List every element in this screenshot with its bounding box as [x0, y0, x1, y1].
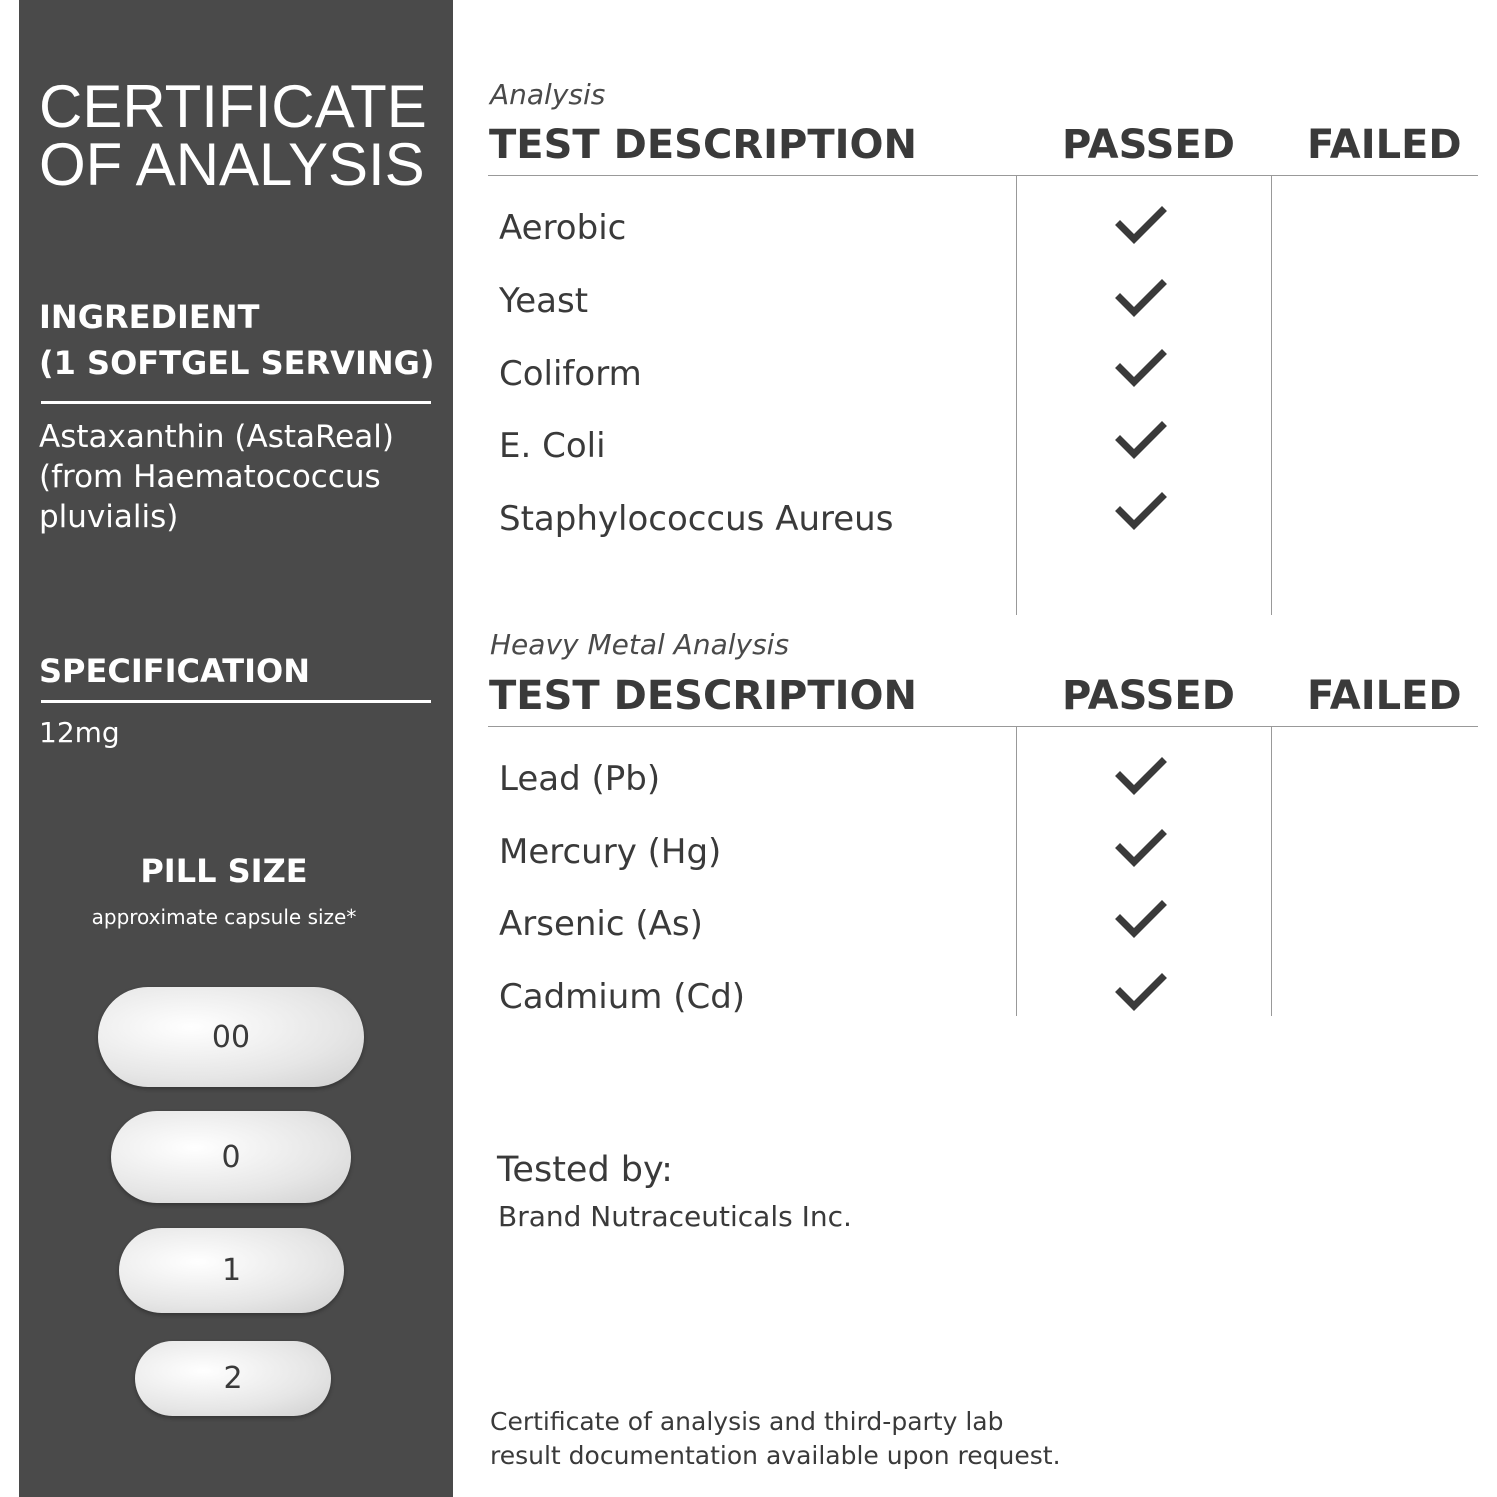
analysis-header-rule	[488, 175, 1478, 176]
footer-note	[490, 1405, 1130, 1473]
analysis-row-label: Coliform	[499, 354, 642, 394]
analysis-header-passed: PASSED	[1062, 122, 1235, 168]
pill-size-1: 1	[119, 1228, 344, 1313]
left-panel	[19, 0, 453, 1497]
analysis-row-label: Aerobic	[499, 208, 627, 248]
tested-by-label: Tested by:	[497, 1150, 673, 1190]
checkmark-icon	[1115, 756, 1167, 796]
analysis-column-divider-1	[1016, 175, 1017, 615]
analysis-header-failed: FAILED	[1307, 122, 1462, 168]
pill-size-00: 00	[98, 987, 364, 1087]
analysis-row-label: Yeast	[499, 281, 589, 321]
heavy-metal-header-description: TEST DESCRIPTION	[489, 673, 917, 719]
heavy-metal-row-label: Cadmium (Cd)	[499, 977, 746, 1017]
checkmark-icon	[1115, 205, 1167, 245]
ingredient-line-3: pluvialis)	[39, 499, 179, 535]
checkmark-icon	[1115, 420, 1167, 460]
heavy-metal-header-failed: FAILED	[1307, 673, 1462, 719]
analysis-header-description: TEST DESCRIPTION	[489, 122, 917, 168]
heavy-metal-row-label: Arsenic (As)	[499, 904, 703, 944]
ingredient-label-line-1: INGREDIENT	[39, 298, 260, 336]
heavy-metal-column-divider-1	[1016, 726, 1017, 1016]
heavy-metal-caption: Heavy Metal Analysis	[490, 628, 790, 661]
heavy-metal-row-label: Mercury (Hg)	[499, 832, 722, 872]
checkmark-icon	[1115, 491, 1167, 531]
checkmark-icon	[1115, 278, 1167, 318]
ingredient-line-2: (from Haematococcus	[39, 459, 381, 495]
ingredient-label-line-2: (1 SOFTGEL SERVING)	[39, 344, 435, 382]
analysis-caption: Analysis	[490, 78, 606, 111]
heavy-metal-header-rule	[488, 726, 1478, 727]
tested-by-name: Brand Nutraceuticals Inc.	[498, 1200, 852, 1233]
title-line-2: OF ANALYSIS	[39, 131, 425, 198]
checkmark-icon	[1115, 899, 1167, 939]
ingredient-value	[39, 417, 439, 537]
heavy-metal-column-divider-2	[1271, 726, 1272, 1016]
footer-line-2: result documentation available upon request.	[490, 1441, 1061, 1470]
checkmark-icon	[1115, 828, 1167, 868]
analysis-row-label: E. Coli	[499, 426, 606, 466]
heavy-metal-row-label: Lead (Pb)	[499, 759, 661, 799]
certificate-title	[39, 73, 449, 198]
specification-divider	[41, 700, 431, 703]
analysis-column-divider-2	[1271, 175, 1272, 615]
checkmark-icon	[1115, 348, 1167, 388]
footer-line-1: Certificate of analysis and third-party lab	[490, 1407, 1004, 1436]
specification-value: 12mg	[39, 716, 120, 749]
checkmark-icon	[1115, 972, 1167, 1012]
pill-size-subtitle: approximate capsule size*	[91, 905, 357, 929]
heavy-metal-header-passed: PASSED	[1062, 673, 1235, 719]
ingredient-line-1: Astaxanthin (AstaReal)	[39, 419, 394, 455]
pill-size-0: 0	[111, 1111, 351, 1203]
analysis-row-label: Staphylococcus Aureus	[499, 499, 894, 539]
pill-size-title: PILL SIZE	[140, 852, 308, 890]
title-line-1: CERTIFICATE	[39, 73, 427, 140]
ingredient-divider	[41, 401, 431, 404]
pill-size-2: 2	[135, 1341, 331, 1416]
ingredient-label	[39, 294, 435, 386]
specification-label: SPECIFICATION	[39, 652, 310, 690]
